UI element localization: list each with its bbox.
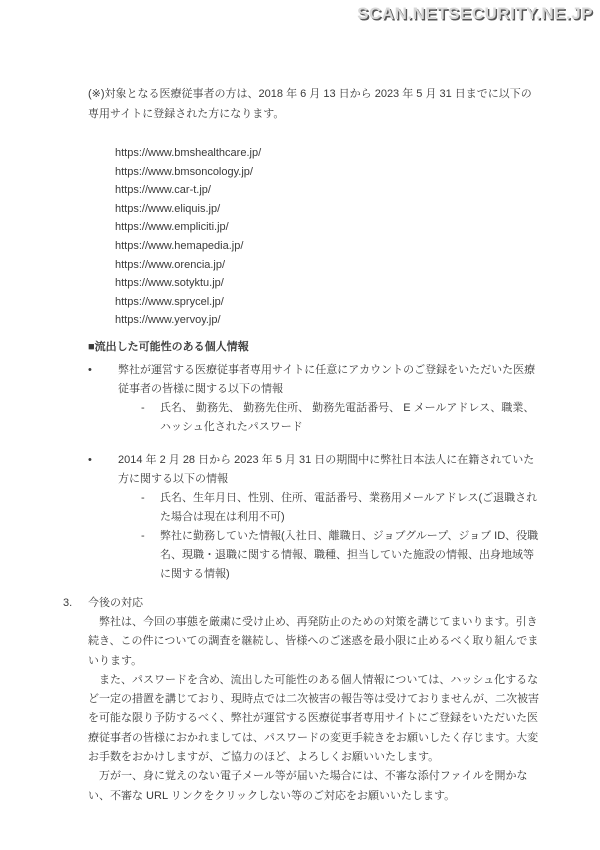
leak-item-text: 2014 年 2 月 28 日から 2023 年 5 月 31 日の期間中に弊社日本法人に在籍されていた方に関する以下の情報 xyxy=(118,453,535,485)
leak-section-heading: ■流出した可能性のある個人情報 xyxy=(88,340,249,353)
section-title: 今後の対応 xyxy=(88,596,143,609)
bullet-icon: • xyxy=(88,453,92,466)
registration-url-list xyxy=(115,144,540,330)
leak-item-2 xyxy=(88,451,540,489)
url-item: https://www.yervoy.jp/ xyxy=(115,314,221,327)
url-item: https://www.eliquis.jp/ xyxy=(115,202,221,215)
leak-subitem-text: 弊社に勤務していた情報(入社日、離職日、ジョブグループ、ジョブ ID、役職名、現職・退職に関する情報、職種、担当していた施設の情報、出身地域等に関する情報) xyxy=(160,529,539,580)
leak-subitem xyxy=(141,527,540,584)
note-paragraph: (※)対象となる医療従事者の方は、2018 年 6 月 13 日から 2023 年 5 月 31 日までに以下の専用サイトに登録された方になります。 xyxy=(88,88,532,120)
dash-icon: - xyxy=(141,491,145,504)
leak-subitem-text: 氏名、生年月日、性別、住所、電話番号、業務用メールアドレス(ご退職された場合は現在は利用不可) xyxy=(160,491,538,523)
url-item: https://www.hemapedia.jp/ xyxy=(115,239,244,252)
leak-item-1 xyxy=(88,361,540,399)
leak-item-text: 弊社が運営する医療従事者専用サイトに任意にアカウントのご登録をいただいた医療従事者の皆様に関する以下の情報 xyxy=(118,363,536,395)
dash-icon: - xyxy=(141,401,145,414)
url-item: https://www.car-t.jp/ xyxy=(115,184,211,197)
url-item: https://www.bmsoncology.jp/ xyxy=(115,165,253,178)
document-body xyxy=(63,84,540,806)
leak-subitem xyxy=(141,399,540,437)
section-3-paragraph: 万が一、身に覚えのない電子メール等が届いた場合には、不審な添付ファイルを開かない、不審な URL リンクをクリックしない等のご対応をお願いいたします。 xyxy=(88,770,528,802)
bullet-icon: • xyxy=(88,363,92,376)
section-3-paragraph: また、パスワードを含め、流出した可能性のある個人情報については、ハッシュ化するなど一定の措置を講じており、現時点では二次被害の報告等は受けておりませんが、二次被害を可能な限り予防するべく、弊社が運営する医療従事者専用サイトにご登録をいただいた医療従事者の皆様におかれましては、パスワードの変更手続きをお願いしたく存じます。大変お手数をおかけしますが、ご協力のほど、よろしくお願いいたします。 xyxy=(88,673,539,764)
section-number: 3. xyxy=(63,596,73,609)
url-item: https://www.orencia.jp/ xyxy=(115,258,226,271)
section-3-paragraph: 弊社は、今回の事態を厳粛に受け止め、再発防止のための対策を講じてまいります。引き続き、この件についての調査を継続し、皆様へのご迷惑を最小限に止めるべく取り組んでまいります。 xyxy=(88,615,539,667)
url-item: https://www.bmshealthcare.jp/ xyxy=(115,147,262,159)
url-item: https://www.sotyktu.jp/ xyxy=(115,277,224,290)
dash-icon: - xyxy=(141,529,145,542)
leak-subitem xyxy=(141,489,540,527)
url-item: https://www.empliciti.jp/ xyxy=(115,221,229,234)
section-3 xyxy=(63,594,540,806)
site-watermark: SCAN.NETSECURITY.NE.JP xyxy=(357,4,593,23)
url-item: https://www.sprycel.jp/ xyxy=(115,295,224,308)
leak-subitem-text: 氏名、 勤務先、 勤務先住所、 勤務先電話番号、 E メールアドレス、職業、ハッシュ化されたパスワード xyxy=(160,401,535,433)
section-3-header xyxy=(63,594,540,613)
